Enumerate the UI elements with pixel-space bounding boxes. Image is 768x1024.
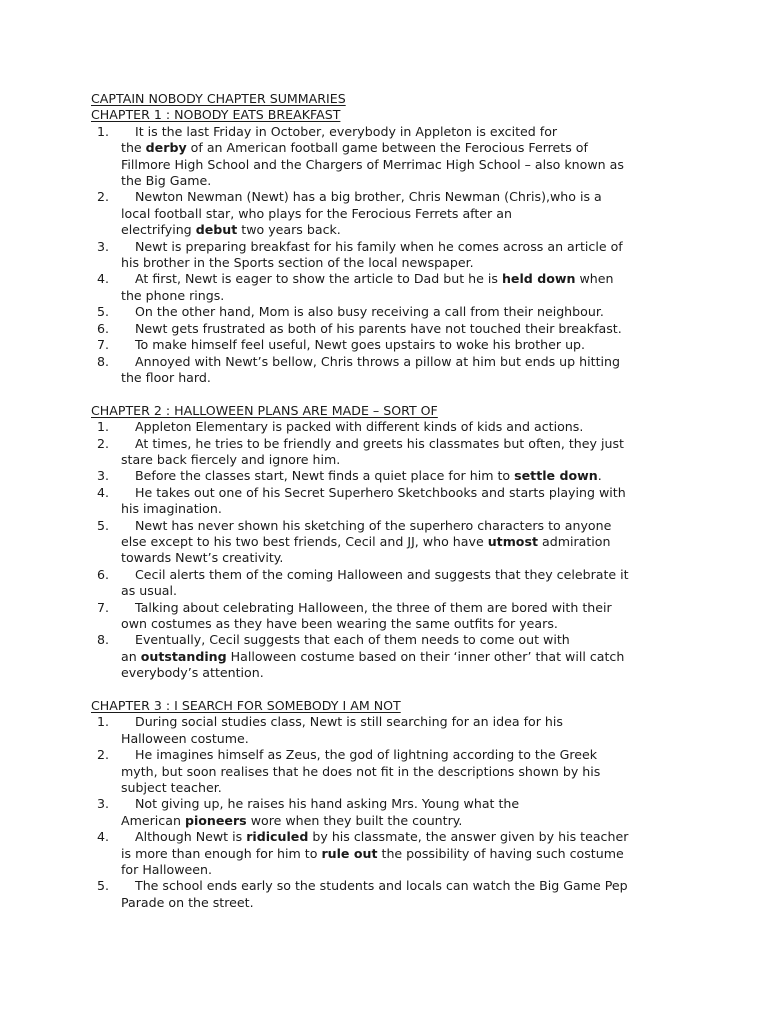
chapter-heading: CHAPTER 1 : NOBODY EATS BREAKFAST: [91, 107, 341, 123]
item-line: [121, 419, 691, 435]
vocabulary-term: pioneers: [184, 812, 247, 828]
item-number: 8.: [97, 632, 110, 648]
vocabulary-term: rule out: [321, 845, 378, 861]
item-number: 8.: [97, 353, 110, 369]
item-line: [121, 567, 691, 583]
item-line: [121, 485, 691, 501]
item-line: [121, 796, 691, 812]
text-run: two years back.: [237, 222, 341, 238]
item-line: [121, 222, 691, 238]
list-item: [91, 271, 691, 304]
item-line: [121, 862, 691, 878]
item-line: [121, 173, 691, 189]
item-number: 3.: [97, 796, 110, 812]
text-run: Cecil alerts them of the coming Halloween and suggests that they celebrate it: [135, 566, 629, 582]
item-number: 2.: [97, 189, 110, 205]
item-line: [121, 288, 691, 304]
summary-list: [91, 714, 691, 911]
text-run: as usual.: [121, 583, 178, 599]
text-run: for Halloween.: [121, 862, 212, 878]
item-number: 5.: [97, 517, 110, 533]
text-run: Newt has never shown his sketching of the superhero characters to anyone: [135, 517, 612, 533]
text-run: the Big Game.: [121, 173, 212, 189]
text-run: Although Newt is: [135, 829, 247, 845]
text-run: is more than enough for him to: [121, 845, 322, 861]
text-run: Before the classes start, Newt finds a quiet place for him to: [135, 468, 515, 484]
text-run: On the other hand, Mom is also busy receiving a call from their neighbour.: [135, 304, 604, 320]
text-run: Parade on the street.: [121, 894, 254, 910]
text-run: stare back fiercely and ignore him.: [121, 451, 341, 467]
item-number: 4.: [97, 271, 110, 287]
item-line: [121, 616, 691, 632]
list-item: [91, 321, 691, 337]
item-line: [121, 714, 691, 730]
item-line: [121, 206, 691, 222]
text-run: He takes out one of his Secret Superhero Sketchbooks and starts playing with: [135, 484, 626, 500]
item-line: [121, 780, 691, 796]
text-run: of an American football game between the Ferocious Ferrets of: [186, 140, 588, 156]
chapter-3: [91, 698, 691, 911]
item-number: 5.: [97, 304, 110, 320]
text-run: Newt gets frustrated as both of his parents have not touched their breakfast.: [135, 320, 622, 336]
item-number: 2.: [97, 435, 110, 451]
text-run: the phone rings.: [121, 287, 225, 303]
item-line: [121, 189, 691, 205]
text-run: Talking about celebrating Halloween, the three of them are bored with their: [135, 599, 612, 615]
item-line: [121, 337, 691, 353]
list-item: [91, 747, 691, 796]
list-item: [91, 796, 691, 829]
list-item: [91, 600, 691, 633]
item-number: 5.: [97, 878, 110, 894]
chapter-1: [91, 107, 691, 386]
item-number: 6.: [97, 566, 110, 582]
list-item: [91, 304, 691, 320]
item-line: [121, 436, 691, 452]
text-run: At times, he tries to be friendly and greets his classmates but often, they just: [135, 435, 624, 451]
list-item: [91, 354, 691, 387]
item-number: 3.: [97, 238, 110, 254]
text-run: He imagines himself as Zeus, the god of lightning according to the Greek: [135, 747, 598, 763]
item-line: [121, 140, 691, 156]
item-number: 1.: [97, 123, 110, 139]
text-run: .: [597, 468, 602, 484]
list-item: [91, 518, 691, 567]
text-run: Halloween costume based on their ‘inner other’ that will catch: [226, 648, 625, 664]
text-run: the: [121, 140, 146, 156]
text-run: It is the last Friday in October, everybody in Appleton is excited for: [135, 123, 558, 139]
document-title: CAPTAIN NOBODY CHAPTER SUMMARIES: [91, 91, 346, 106]
item-line: [121, 550, 691, 566]
text-run: myth, but soon realises that he does not fit in the descriptions shown by his: [121, 763, 601, 779]
text-run: his imagination.: [121, 501, 222, 517]
text-run: everybody’s attention.: [121, 665, 264, 681]
text-run: Newton Newman (Newt) has a big brother, Chris Newman (Chris),who is a: [135, 189, 602, 205]
item-line: [121, 813, 691, 829]
text-run: towards Newt’s creativity.: [121, 550, 284, 566]
list-item: [91, 468, 691, 484]
vocabulary-term: utmost: [487, 533, 538, 549]
text-run: To make himself feel useful, Newt goes upstairs to woke his brother up.: [135, 337, 586, 353]
list-item: [91, 189, 691, 238]
vocabulary-term: derby: [145, 140, 187, 156]
item-line: [121, 747, 691, 763]
item-number: 4.: [97, 829, 110, 845]
item-line: [121, 239, 691, 255]
item-line: [121, 157, 691, 173]
text-run: Not giving up, he raises his hand asking Mrs. Young what the: [135, 796, 520, 812]
summary-list: [91, 124, 691, 387]
list-item: [91, 436, 691, 469]
item-number: 7.: [97, 337, 110, 353]
vocabulary-term: held down: [501, 271, 576, 287]
text-run: by his classmate, the answer given by his teacher: [308, 829, 629, 845]
chapter-2: [91, 403, 691, 682]
text-run: an: [121, 648, 141, 664]
item-line: [121, 649, 691, 665]
item-line: [121, 354, 691, 370]
text-run: Annoyed with Newt’s bellow, Chris throws a pillow at him but ends up hitting: [135, 353, 620, 369]
item-number: 2.: [97, 747, 110, 763]
item-line: [121, 632, 691, 648]
text-run: Halloween costume.: [121, 730, 249, 746]
text-run: the floor hard.: [121, 369, 211, 385]
list-item: [91, 337, 691, 353]
text-run: Newt is preparing breakfast for his family when he comes across an article of: [135, 238, 623, 254]
list-item: [91, 239, 691, 272]
item-line: [121, 468, 691, 484]
item-line: [121, 452, 691, 468]
item-line: [121, 600, 691, 616]
item-line: [121, 895, 691, 911]
item-line: [121, 829, 691, 845]
item-line: [121, 583, 691, 599]
item-line: [121, 304, 691, 320]
vocabulary-term: ridiculed: [246, 829, 309, 845]
text-run: wore when they built the country.: [246, 812, 463, 828]
text-run: admiration: [537, 533, 611, 549]
text-run: his brother in the Sports section of the local newspaper.: [121, 255, 474, 271]
text-run: During social studies class, Newt is still searching for an idea for his: [135, 714, 563, 730]
text-run: else except to his two best friends, Cecil and JJ, who have: [121, 533, 488, 549]
item-line: [121, 271, 691, 287]
text-run: Appleton Elementary is packed with different kinds of kids and actions.: [135, 419, 584, 435]
vocabulary-term: debut: [195, 222, 238, 238]
list-item: [91, 714, 691, 747]
item-line: [121, 846, 691, 862]
item-line: [121, 764, 691, 780]
item-line: [121, 321, 691, 337]
item-number: 7.: [97, 599, 110, 615]
chapter-list: [91, 107, 691, 911]
item-number: 3.: [97, 468, 110, 484]
document-page: [91, 91, 691, 911]
item-number: 4.: [97, 484, 110, 500]
item-number: 1.: [97, 419, 110, 435]
text-run: Fillmore High School and the Chargers of Merrimac High School – also known as: [121, 156, 624, 172]
chapter-heading: CHAPTER 2 : HALLOWEEN PLANS ARE MADE – SORT OF: [91, 402, 438, 418]
list-item: [91, 878, 691, 911]
text-run: the possibility of having such costume: [377, 845, 624, 861]
list-item: [91, 485, 691, 518]
text-run: subject teacher.: [121, 780, 222, 796]
text-run: Eventually, Cecil suggests that each of them needs to come out with: [135, 632, 570, 648]
item-number: 6.: [97, 320, 110, 336]
text-run: when: [575, 271, 614, 287]
item-line: [121, 124, 691, 140]
text-run: At first, Newt is eager to show the article to Dad but he is: [135, 271, 502, 287]
text-run: American: [121, 812, 185, 828]
item-line: [121, 534, 691, 550]
item-line: [121, 731, 691, 747]
text-run: local football star, who plays for the Ferocious Ferrets after an: [121, 205, 512, 221]
vocabulary-term: outstanding: [140, 648, 227, 664]
summary-list: [91, 419, 691, 682]
item-line: [121, 665, 691, 681]
item-line: [121, 501, 691, 517]
list-item: [91, 567, 691, 600]
item-line: [121, 370, 691, 386]
text-run: The school ends early so the students and locals can watch the Big Game Pep: [135, 878, 628, 894]
list-item: [91, 829, 691, 878]
text-run: electrifying: [121, 222, 196, 238]
item-line: [121, 518, 691, 534]
list-item: [91, 124, 691, 190]
item-number: 1.: [97, 714, 110, 730]
text-run: own costumes as they have been wearing the same outfits for years.: [121, 615, 558, 631]
chapter-heading: CHAPTER 3 : I SEARCH FOR SOMEBODY I AM NOT: [91, 698, 401, 713]
list-item: [91, 419, 691, 435]
list-item: [91, 632, 691, 681]
item-line: [121, 255, 691, 271]
vocabulary-term: settle down: [514, 468, 598, 484]
item-line: [121, 878, 691, 894]
